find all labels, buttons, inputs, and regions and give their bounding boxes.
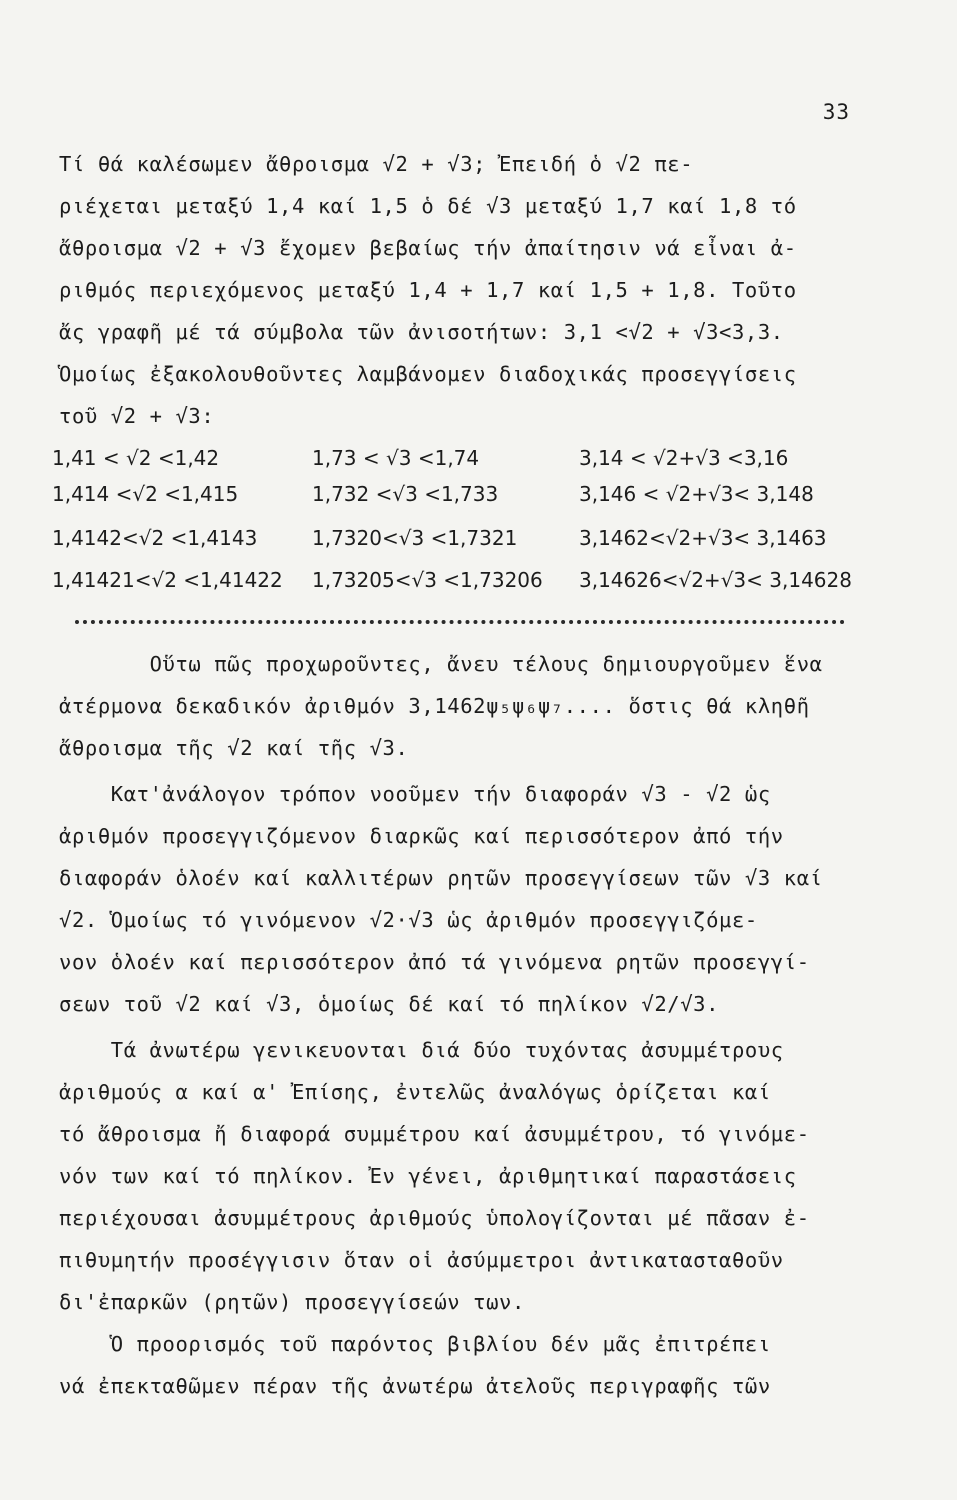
para4-line: δι'ἐπαρκῶν (ρητῶν) προσεγγίσεών των. bbox=[59, 1290, 525, 1314]
dotted-separator bbox=[75, 620, 845, 624]
para3-line: ἀριθμόν προσεγγιζόμενον διαρκῶς καί περισσότερον ἀπό τήν bbox=[59, 824, 784, 848]
para5-line: Ὁ προορισμός τοῦ παρόντος βιβλίου δέν μᾶς ἐπιτρέπει bbox=[59, 1332, 771, 1356]
para1-line: ἄς γραφῆ μέ τά σύμβολα τῶν ἀνισοτήτων: 3,1 <√2 + √3<3,3. bbox=[59, 320, 784, 344]
para1-line: ριέχεται μεταξύ 1,4 καί 1,5 ὁ δέ √3 μεταξύ 1,7 καί 1,8 τό bbox=[59, 194, 797, 218]
para1-line: ριθμός περιεχόμενος μεταξύ 1,4 + 1,7 καί 1,5 + 1,8. Τοῦτο bbox=[59, 278, 797, 302]
para4-line: ἀριθμούς α καί α' Ἐπίσης, ἐντελῶς ἀναλόγως ὁρίζεται καί bbox=[59, 1080, 771, 1104]
para4-line: περιέχουσαι ἀσυμμέτρους ἀριθμούς ὑπολογίζονται μέ πᾶσαν ἐ- bbox=[59, 1206, 810, 1230]
para2-line: ἄθροισμα τῆς √2 καί τῆς √3. bbox=[59, 736, 409, 760]
sqrt2-bounds: 1,41421<√2 <1,41422 bbox=[52, 568, 283, 592]
sqrt3-bounds: 1,732 <√3 <1,733 bbox=[312, 482, 499, 506]
sqrt3-bounds: 1,73 < √3 <1,74 bbox=[312, 446, 480, 470]
para3-line: √2. Ὁμοίως τό γινόμενον √2·√3 ὡς ἀριθμόν προσεγγιζόμε- bbox=[59, 908, 758, 932]
para3-line: διαφοράν ὁλοέν καί καλλιτέρων ρητῶν προσεγγίσεων τῶν √3 καί bbox=[59, 866, 823, 890]
sum-bounds: 3,14 < √2+√3 <3,16 bbox=[579, 446, 789, 470]
para2-line: ἀτέρμονα δεκαδικόν ἀριθμόν 3,1462ψ₅ψ₆ψ₇.... ὅστις θά κληθῆ bbox=[59, 694, 810, 718]
sqrt2-bounds: 1,414 <√2 <1,415 bbox=[52, 482, 239, 506]
para3-line: νον ὁλοέν καί περισσότερον ἀπό τά γινόμενα ρητῶν προσεγγί- bbox=[59, 950, 810, 974]
para1-line: ἄθροισμα √2 + √3 ἔχομεν βεβαίως τήν ἀπαίτησιν νά εἶναι ἀ- bbox=[59, 236, 797, 260]
para3-line: σεων τοῦ √2 καί √3, ὁμοίως δέ καί τό πηλίκον √2/√3. bbox=[59, 992, 720, 1016]
para5-line: νά ἐπεκταθῶμεν πέραν τῆς ἀνωτέρω ἀτελοῦς περιγραφῆς τῶν bbox=[59, 1374, 771, 1398]
para2-line: Οὕτω πῶς προχωροῦντες, ἄνευ τέλους δημιουργοῦμεν ἕνα bbox=[59, 652, 823, 676]
sqrt2-bounds: 1,4142<√2 <1,4143 bbox=[52, 526, 258, 550]
sum-bounds: 3,14626<√2+√3< 3,14628 bbox=[579, 568, 852, 592]
sqrt3-bounds: 1,7320<√3 <1,7321 bbox=[312, 526, 518, 550]
sqrt2-bounds: 1,41 < √2 <1,42 bbox=[52, 446, 220, 470]
sum-bounds: 3,1462<√2+√3< 3,1463 bbox=[579, 526, 827, 550]
para1-line: τοῦ √2 + √3: bbox=[59, 404, 215, 428]
para4-line: τό ἄθροισμα ἤ διαφορά συμμέτρου καί ἀσυμμέτρου, τό γινόμε- bbox=[59, 1122, 810, 1146]
sqrt3-bounds: 1,73205<√3 <1,73206 bbox=[312, 568, 543, 592]
para1-line: Τί θά καλέσωμεν ἄθροισμα √2 + √3; Ἐπειδή ὁ √2 πε- bbox=[59, 152, 694, 176]
para4-line: Τά ἀνωτέρω γενικευονται διά δύο τυχόντας ἀσυμμέτρους bbox=[59, 1038, 784, 1062]
para3-line: Κατ'ἀνάλογον τρόπον νοοῦμεν τήν διαφοράν √3 - √2 ὡς bbox=[59, 782, 771, 806]
sum-bounds: 3,146 < √2+√3< 3,148 bbox=[579, 482, 814, 506]
para1-line: Ὁμοίως ἐξακολουθοῦντες λαμβάνομεν διαδοχικάς προσεγγίσεις bbox=[59, 362, 797, 386]
para4-line: νόν των καί τό πηλίκον. Ἐν γένει, ἀριθμητικαί παραστάσεις bbox=[59, 1164, 797, 1188]
page-number: 33 bbox=[822, 100, 850, 124]
para4-line: πιθυμητήν προσέγγισιν ὅταν οἱ ἀσύμμετροι ἀντικατασταθοῦν bbox=[59, 1248, 784, 1272]
